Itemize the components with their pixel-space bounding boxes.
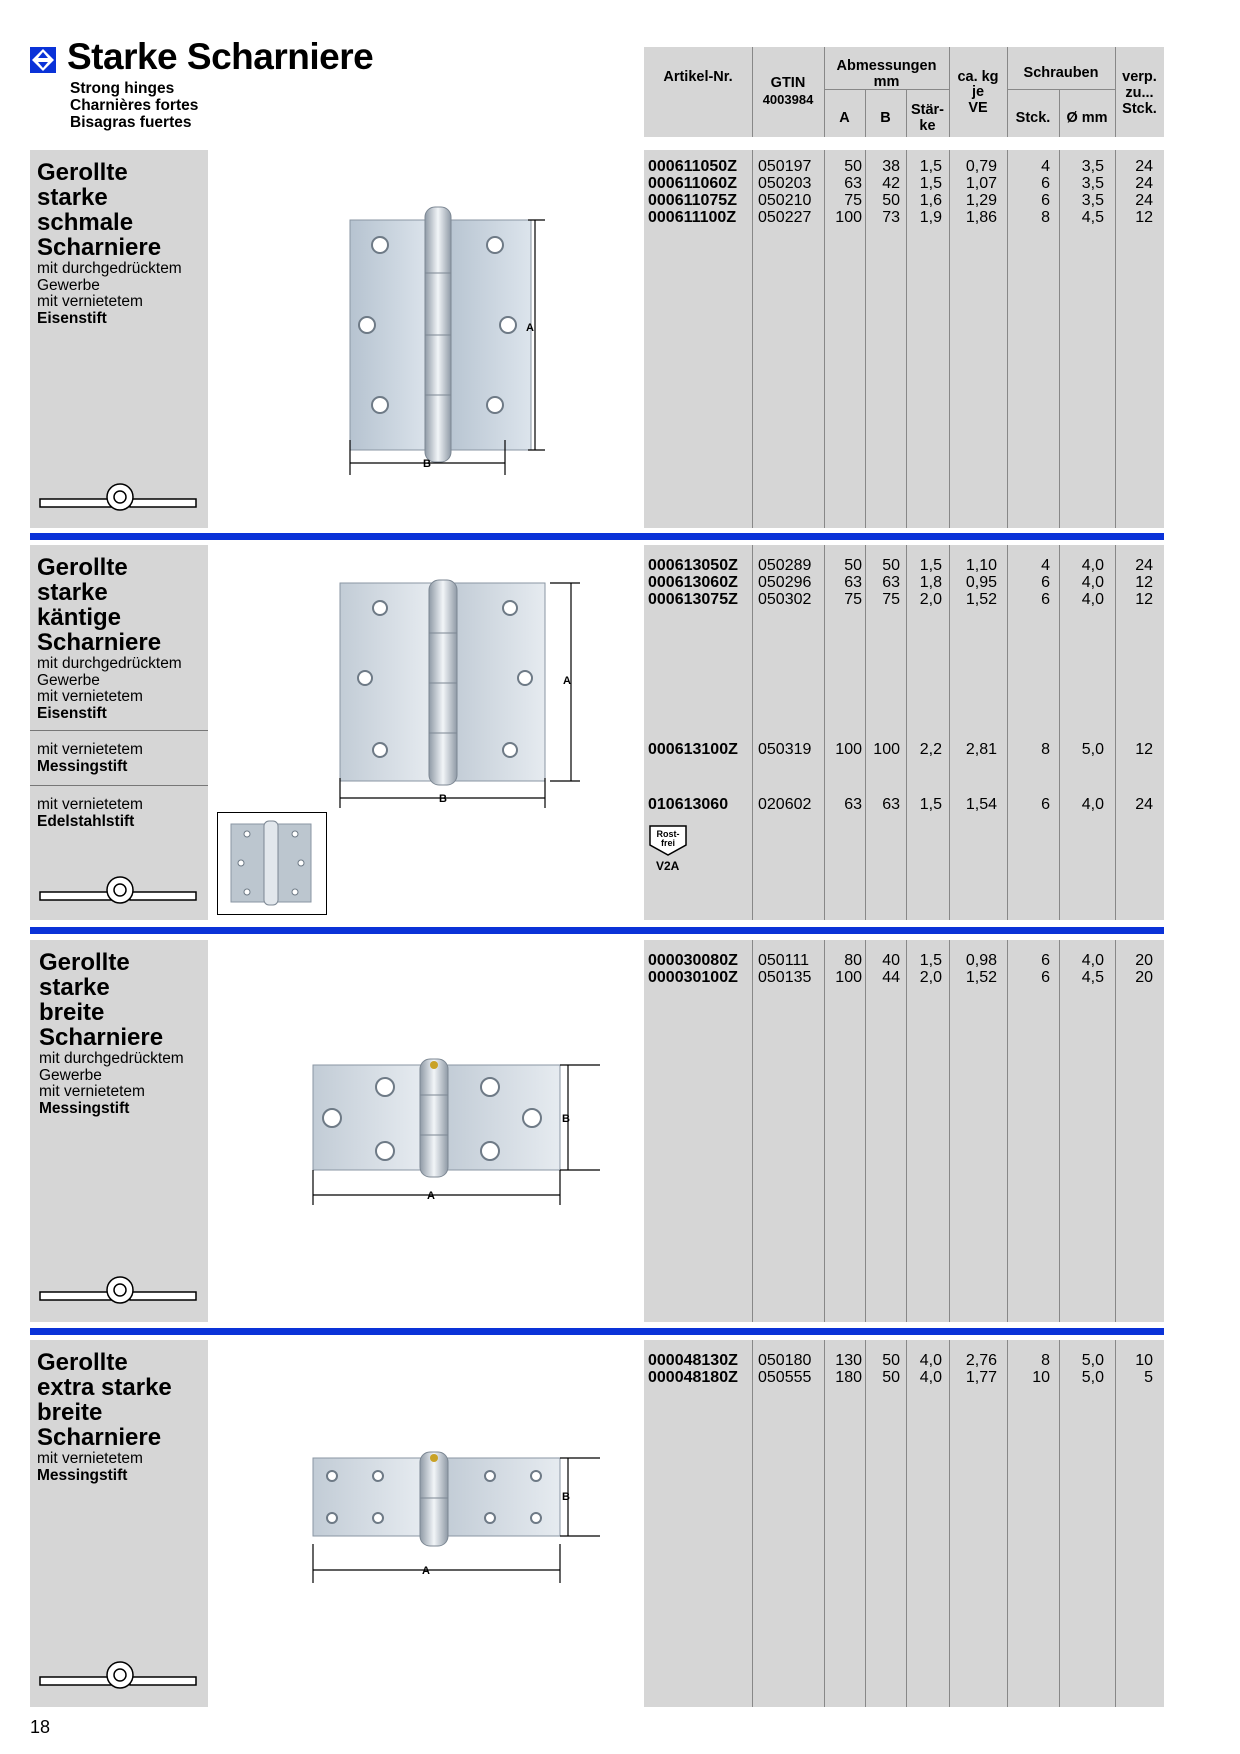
section-2-desc: mit durchgedrücktem Gewerbe mit vernietetem Eisenstift: [37, 655, 182, 722]
table-row: 000613075Z 050302 75 75 2,0 1,52 6 4,0 12: [648, 591, 1153, 608]
section-3-title: Gerollte starke breite Scharniere: [39, 949, 164, 1051]
svg-text:B: B: [562, 1491, 570, 1503]
section-2-sub1-desc: mit vernietetem Messingstift: [37, 741, 143, 775]
col-staerke-1: Stär-: [910, 102, 945, 118]
rostfrei-badge-icon: [648, 823, 688, 857]
col-mm: mm: [873, 74, 900, 90]
table-row: 000611060Z 050203 63 42 1,5 1,07 6 3,5 24: [648, 175, 1153, 192]
v2a-label: V2A: [656, 859, 680, 873]
col-kg-1: ca. kg: [957, 69, 999, 85]
col-gtin-prefix: 4003984: [762, 92, 814, 107]
stainless-hinge-thumbnail: [217, 812, 327, 915]
hinge-pin-profile-icon: [38, 1275, 198, 1307]
section-2-table: [644, 545, 1164, 920]
dim-label-a: A: [526, 322, 534, 334]
table-row: 000048180Z 050555 180 50 4,0 1,77 10 5,0 5: [648, 1369, 1153, 1386]
dim-label-b: B: [423, 458, 431, 470]
section-2-sub2-desc: mit vernietetem Edelstahlstift: [37, 796, 143, 830]
section-1-table: [644, 150, 1164, 528]
svg-text:B: B: [439, 793, 447, 805]
col-kg-2: je: [971, 84, 985, 100]
narrow-hinge-illustration: [345, 185, 545, 475]
col-a: A: [839, 110, 850, 126]
section-1-title: Gerollte starke schmale Scharniere: [37, 159, 162, 261]
section-2-label-panel: [30, 545, 208, 920]
col-stck: Stck.: [1015, 110, 1051, 126]
subtitle-en: Strong hinges: [70, 80, 175, 97]
table-row: 010613060 020602 63 63 1,5 1,54 6 4,0 24: [648, 796, 1153, 813]
col-verp-3: Stck.: [1122, 101, 1157, 117]
subtitle-es: Bisagras fuertes: [70, 114, 192, 131]
wide-hinge-illustration: [310, 1055, 600, 1205]
col-artikel: Artikel-Nr.: [663, 69, 733, 85]
section-divider: [30, 927, 1164, 934]
table-row: 000030080Z 050111 80 40 1,5 0,98 6 4,0 20: [648, 952, 1153, 969]
col-verp-1: verp.: [1122, 69, 1157, 85]
square-hinge-illustration: [335, 578, 585, 808]
section-3-desc: mit durchgedrücktem Gewerbe mit vernietetem Messingstift: [39, 1050, 184, 1117]
col-b: B: [880, 110, 891, 126]
col-dmm: Ø mm: [1066, 110, 1108, 126]
col-schrauben: Schrauben: [1023, 65, 1099, 81]
svg-text:frei: frei: [660, 838, 676, 848]
extra-strong-hinge-illustration: [310, 1448, 600, 1583]
table-row: 000613060Z 050296 63 63 1,8 0,95 6 4,0 12: [648, 574, 1153, 591]
section-4-table: [644, 1340, 1164, 1707]
col-staerke-2: ke: [919, 118, 936, 134]
page-title: Starke Scharniere: [67, 36, 374, 77]
table-row: 000611050Z 050197 50 38 1,5 0,79 4 3,5 24: [648, 158, 1153, 175]
table-row: 000048130Z 050180 130 50 4,0 2,76 8 5,0 10: [648, 1352, 1153, 1369]
table-row: 000030100Z 050135 100 44 2,0 1,52 6 4,5 20: [648, 969, 1153, 986]
section-divider: [30, 533, 1164, 540]
table-row: 000613050Z 050289 50 50 1,5 1,10 4 4,0 24: [648, 557, 1153, 574]
svg-text:A: A: [563, 675, 571, 687]
hinge-pin-profile-icon: [38, 1660, 198, 1692]
table-header: [644, 47, 1164, 137]
col-verp-2: zu...: [1125, 85, 1154, 101]
hinge-pin-profile-icon: [38, 482, 198, 514]
page-number: 18: [30, 1717, 51, 1737]
col-abmessungen: Abmessungen: [836, 58, 937, 74]
section-4-title: Gerollte extra starke breite Scharniere: [37, 1349, 172, 1451]
svg-text:Rost-: Rost-: [656, 829, 680, 839]
col-kg-3: VE: [968, 100, 988, 116]
svg-text:A: A: [427, 1190, 435, 1202]
section-4-label-panel: [30, 1340, 208, 1707]
section-divider: [30, 1328, 1164, 1335]
table-row: 000611100Z 050227 100 73 1,9 1,86 8 4,5 12: [648, 209, 1153, 226]
brand-logo-icon: [30, 47, 56, 73]
section-4-desc: mit vernietetem Messingstift: [37, 1450, 143, 1484]
section-3-label-panel: [30, 940, 208, 1322]
subtitle-fr: Charnières fortes: [70, 97, 199, 114]
section-1-label-panel: [30, 150, 208, 528]
svg-text:A: A: [422, 1565, 430, 1577]
section-2-title: Gerollte starke käntige Scharniere: [37, 554, 162, 656]
table-row: 000613100Z 050319 100 100 2,2 2,81 8 5,0 12: [648, 741, 1153, 758]
table-row: 000611075Z 050210 75 50 1,6 1,29 6 3,5 24: [648, 192, 1153, 209]
col-gtin: GTIN: [770, 75, 806, 91]
section-1-desc: mit durchgedrücktem Gewerbe mit vernietetem Eisenstift: [37, 260, 182, 327]
hinge-pin-profile-icon: [38, 875, 198, 907]
section-3-table: [644, 940, 1164, 1322]
svg-text:B: B: [562, 1113, 570, 1125]
